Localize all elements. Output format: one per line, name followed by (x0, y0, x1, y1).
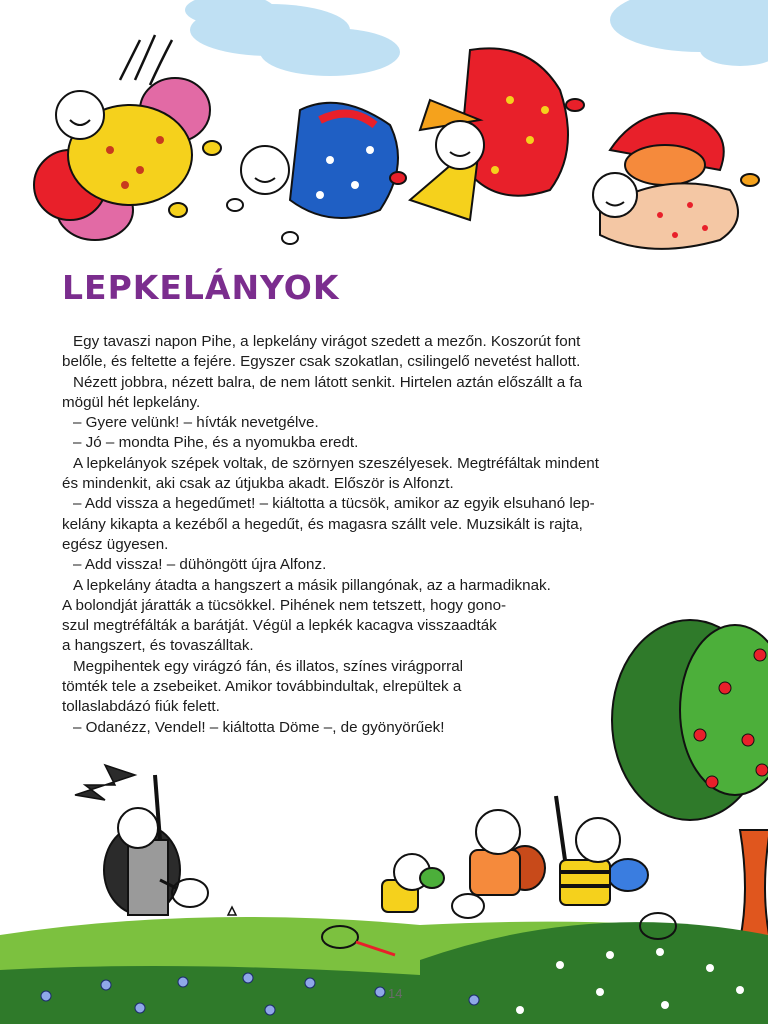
story-line: Megpihentek egy virágzó fán, és illatos, színes virágporral (73, 657, 464, 675)
story-line: Nézett jobbra, nézett balra, de nem látott senkit. Hirtelen aztán előszállt a fa (73, 373, 583, 391)
story-line: Egy tavaszi napon Pihe, a lepkelány virágot szedett a mezőn. Koszorút font (73, 333, 581, 350)
meadow (0, 917, 768, 1024)
butterfly-girl-orange (593, 113, 759, 249)
butterfly-girl-blue (227, 103, 406, 244)
tree-icon (612, 620, 768, 940)
story-line: belőle, és feltette a fejére. Egyszer csak szokatlan, csilingelő nevetést hallott. (62, 353, 581, 371)
story-line: tollaslabdázó fiúk felett. (62, 698, 220, 716)
story-line: mögül hét lepkelány. (62, 393, 201, 411)
story-line: szul megtréfálták a barátját. Végül a lepkék kacagva visszaadták (62, 617, 497, 635)
butterfly-girl-yellow (34, 35, 221, 240)
story-line: A lepkelány átadta a hangszert a másik pillangónak, az a harmadiknak. (73, 576, 551, 594)
shuttlecock-icon (228, 907, 236, 915)
story-line: egész ügyesen. (62, 535, 169, 553)
boy-striped-with-racket (556, 796, 676, 939)
story-line: és mindenkit, aki csak az útjukba akadt. Először is Alfonzt. (62, 475, 454, 493)
story-line: – Jó – mondta Pihe, és a nyomukba eredt. (73, 434, 359, 452)
story-line: – Add vissza! – dühöngött újra Alfonz. (73, 556, 327, 574)
story-line: – Add vissza a hegedűmet! – kiáltotta a tücsök, amikor az egyik elsuhanó lep- (73, 495, 595, 513)
butterfly-girls-illustration (0, 0, 768, 260)
story-line: tömték tele a zsebeiket. Amikor továbbindultak, elrepültek a (62, 678, 462, 696)
story-line: – Gyere velünk! – hívták nevetgélve. (73, 414, 319, 432)
story-line: a hangszert, és tovaszálltak. (62, 637, 254, 655)
story-line: A lepkelányok szépek voltak, de szörnyen szeszélyesek. Megtréfáltak mindent (73, 454, 599, 472)
boy-with-racket-left (75, 765, 208, 915)
butterfly-girl-red (410, 48, 584, 220)
page-number: 14 (388, 986, 403, 1001)
story-line: A bolondját járatták a tücsökkel. Pihének nem tetszett, hogy gono- (62, 596, 507, 614)
story-line: – Odanézz, Vendel! – kiáltotta Döme –, de gyönyörűek! (73, 718, 445, 736)
page-title: LEPKELÁNYOK (62, 268, 340, 307)
small-child-yellow (382, 854, 444, 912)
meadow-badminton-illustration (0, 600, 768, 1024)
story-line: kelány kikapta a kezéből a hegedűt, és magasra szállt vele. Muzsikált is rajta, (62, 515, 583, 533)
boy-orange-with-racket (452, 810, 545, 918)
